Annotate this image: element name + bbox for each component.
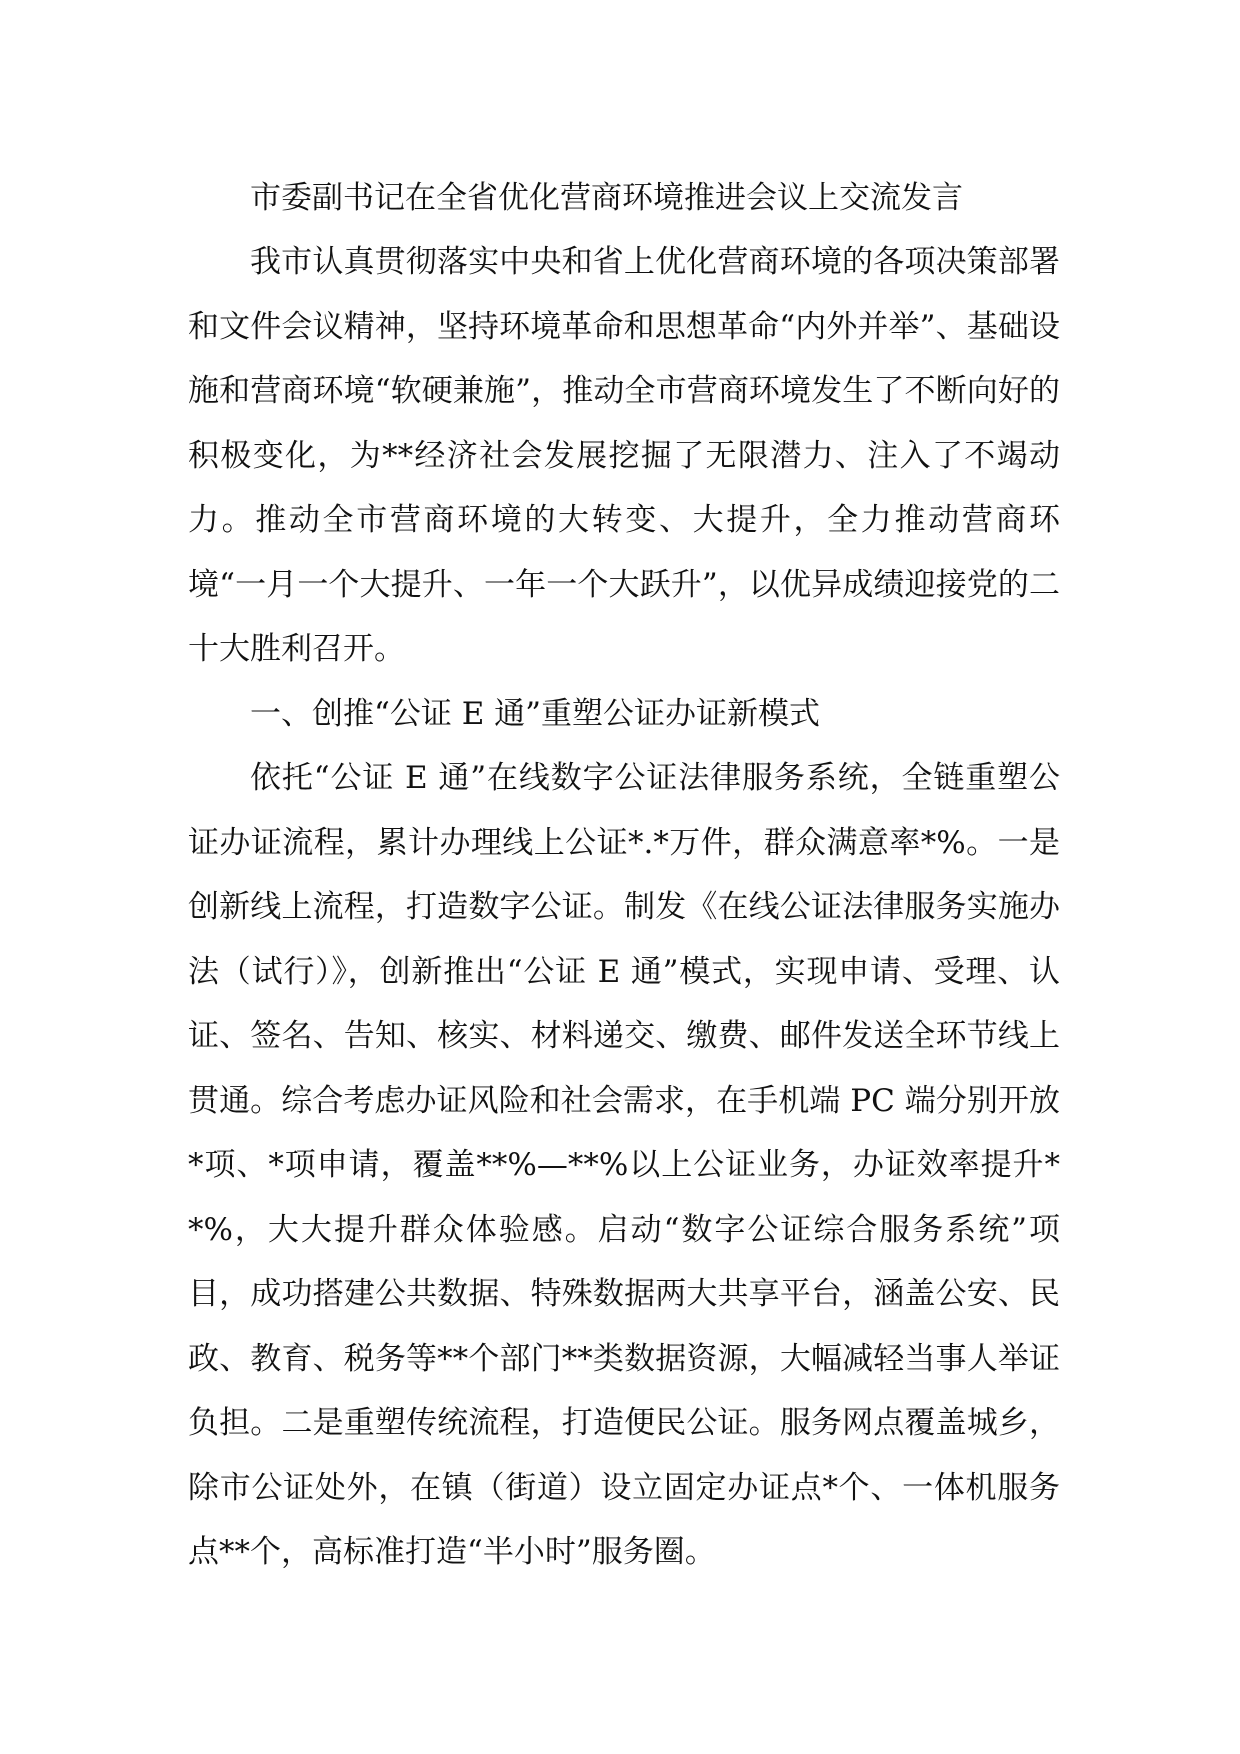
document-title: 市委副书记在全省优化营商环境推进会议上交流发言	[250, 180, 963, 216]
intro-paragraph: 我市认真贯彻落实中央和省上优化营商环境的各项决策部署和文件会议精神，坚持环境革命和思想革命“内外并举”、基础设施和营商环境“软硬兼施”，推动全市营商环境发生了不断向好的积极变化，为**经济社会发展挖掘了无限潜力、注入了不竭动力。推动全市营商环境的大转变、大提升，全力推动营商环境“一月一个大提升、一年一个大跃升”，以优异成绩迎接党的二十大胜利召开。	[188, 244, 1060, 667]
section-1-heading: 一、创推“公证 E 通”重塑公证办证新模式	[250, 695, 821, 732]
document-body	[188, 166, 1060, 1585]
section-1-paragraph: 依托“公证 E 通”在线数字公证法律服务系统，全链重塑公证办证流程，累计办理线上公证*.*万件，群众满意率*%。一是创新线上流程，打造数字公证。制发《在线公证法律服务实施办法（试行）》，创新推出“公证 E 通”模式，实现申请、受理、认证、签名、告知、核实、材料递交、缴费、邮件发送全环节线上贯通。综合考虑办证风险和社会需求，在手机端 PC 端分别开放*项、*项申请，覆盖**%—**%以上公证业务，办证效率提升**%，大大提升群众体验感。启动“数字公证综合服务系统”项目，成功搭建公共数据、特殊数据两大共享平台，涵盖公安、民政、教育、税务等**个部门**类数据资源，大幅减轻当事人举证负担。二是重塑传统流程，打造便民公证。服务网点覆盖城乡，除市公证处外，在镇（街道）设立固定办证点*个、一体机服务点**个，高标准打造“半小时”服务圈。	[188, 760, 1060, 1570]
